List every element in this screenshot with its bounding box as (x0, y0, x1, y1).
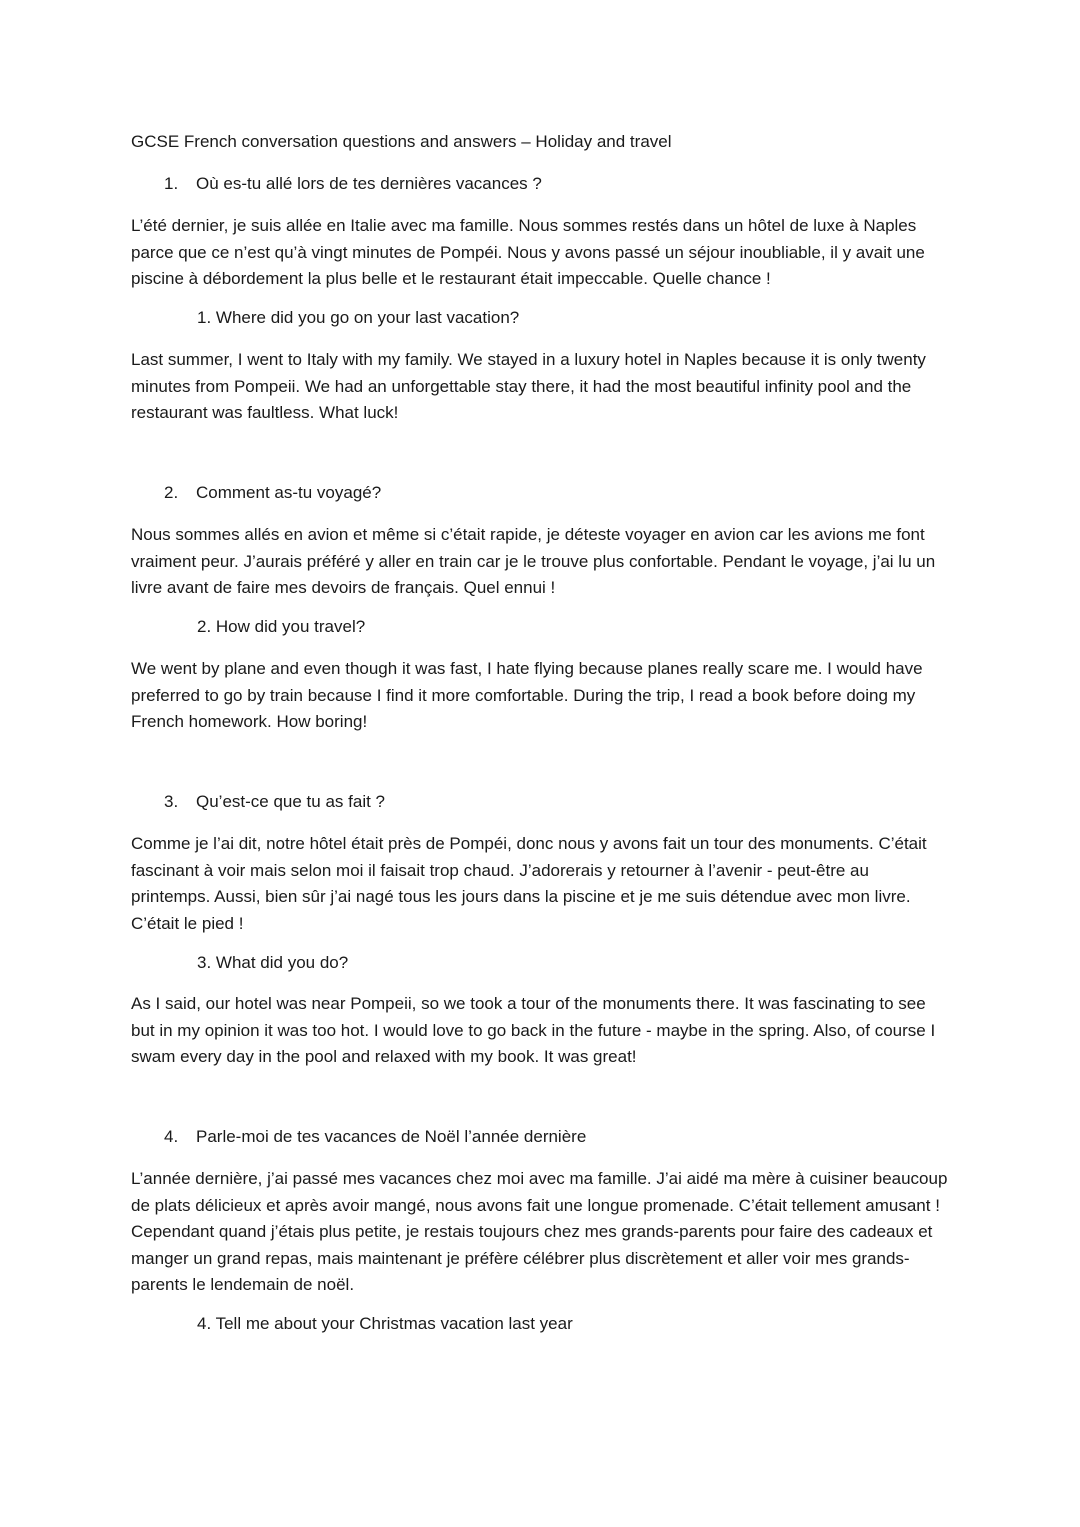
question-en-2: 2. How did you travel? (197, 617, 366, 636)
question-number: 3. (164, 792, 179, 811)
question-fr-2 (164, 483, 381, 503)
question-fr-text: Parle-moi de tes vacances de Noël l’année dernière (196, 1127, 587, 1146)
answer-fr-4: L’année dernière, j’ai passé mes vacances chez moi avec ma famille. J’ai aidé ma mère à cuisiner beaucoup de plats délicieux et après avoir mangé, nous avons fait une longue promenade. C’était tellement amusant ! Cependant quand j’étais plus petite, je restais toujours chez mes grands-parents pour faire des cadeaux et manger un grand repas, mais maintenant je préfère célébrer plus discrètement et aller voir mes grands-parents le lendemain de noël. (131, 1169, 948, 1294)
question-number: 4. (164, 1127, 179, 1146)
question-en-3: 3. What did you do? (197, 953, 349, 972)
document-title: GCSE French conversation questions and answers – Holiday and travel (131, 132, 672, 151)
question-fr-text: Où es-tu allé lors de tes dernières vacances ? (196, 174, 542, 193)
question-en-4: 4. Tell me about your Christmas vacation last year (197, 1314, 573, 1333)
question-number: 2. (164, 483, 179, 502)
answer-fr-3: Comme je l’ai dit, notre hôtel était près de Pompéi, donc nous y avons fait un tour des monuments. C’était fascinant à voir mais selon moi il faisait trop chaud. J’adorerais y retourner à l’avenir - peut-être au printemps. Aussi, bien sûr j’ai nagé tous les jours dans la piscine et je me suis détendue avec mon livre. C’était le pied ! (131, 834, 927, 933)
answer-en-2: We went by plane and even though it was fast, I hate flying because planes really scare me. I would have preferred to go by train because I find it more comfortable. During the trip, I read a book before doing my French homework. How boring! (131, 659, 923, 731)
question-fr-4 (164, 1127, 586, 1147)
answer-en-1: Last summer, I went to Italy with my family. We stayed in a luxury hotel in Naples because it is only twenty minutes from Pompeii. We had an unforgettable stay there, it had the most beautiful infinity pool and the restaurant was faultless. What luck! (131, 350, 926, 422)
question-fr-text: Qu’est-ce que tu as fait ? (196, 792, 385, 811)
question-fr-text: Comment as-tu voyagé? (196, 483, 382, 502)
answer-en-3: As I said, our hotel was near Pompeii, so we took a tour of the monuments there. It was fascinating to see but in my opinion it was too hot. I would love to go back in the future - maybe in the spring. Also, of course I swam every day in the pool and relaxed with my book. It was great! (131, 994, 936, 1066)
question-fr-1 (164, 174, 542, 194)
answer-fr-2: Nous sommes allés en avion et même si c’était rapide, je déteste voyager en avion car les avions me font vraiment peur. J’aurais préféré y aller en train car je le trouve plus confortable. Pendant le voyage, j’ai lu un livre avant de faire mes devoirs de français. Quel ennui ! (131, 525, 936, 597)
question-fr-3 (164, 792, 385, 812)
answer-fr-1: L’été dernier, je suis allée en Italie avec ma famille. Nous sommes restés dans un hôtel de luxe à Naples parce que ce n’est qu’à vingt minutes de Pompéi. Nous y avons passé un séjour inoubliable, il y avait une piscine à débordement la plus belle et le restaurant était impeccable. Quelle chance ! (131, 216, 925, 288)
question-en-1: 1. Where did you go on your last vacation? (197, 308, 520, 327)
question-number: 1. (164, 174, 179, 193)
